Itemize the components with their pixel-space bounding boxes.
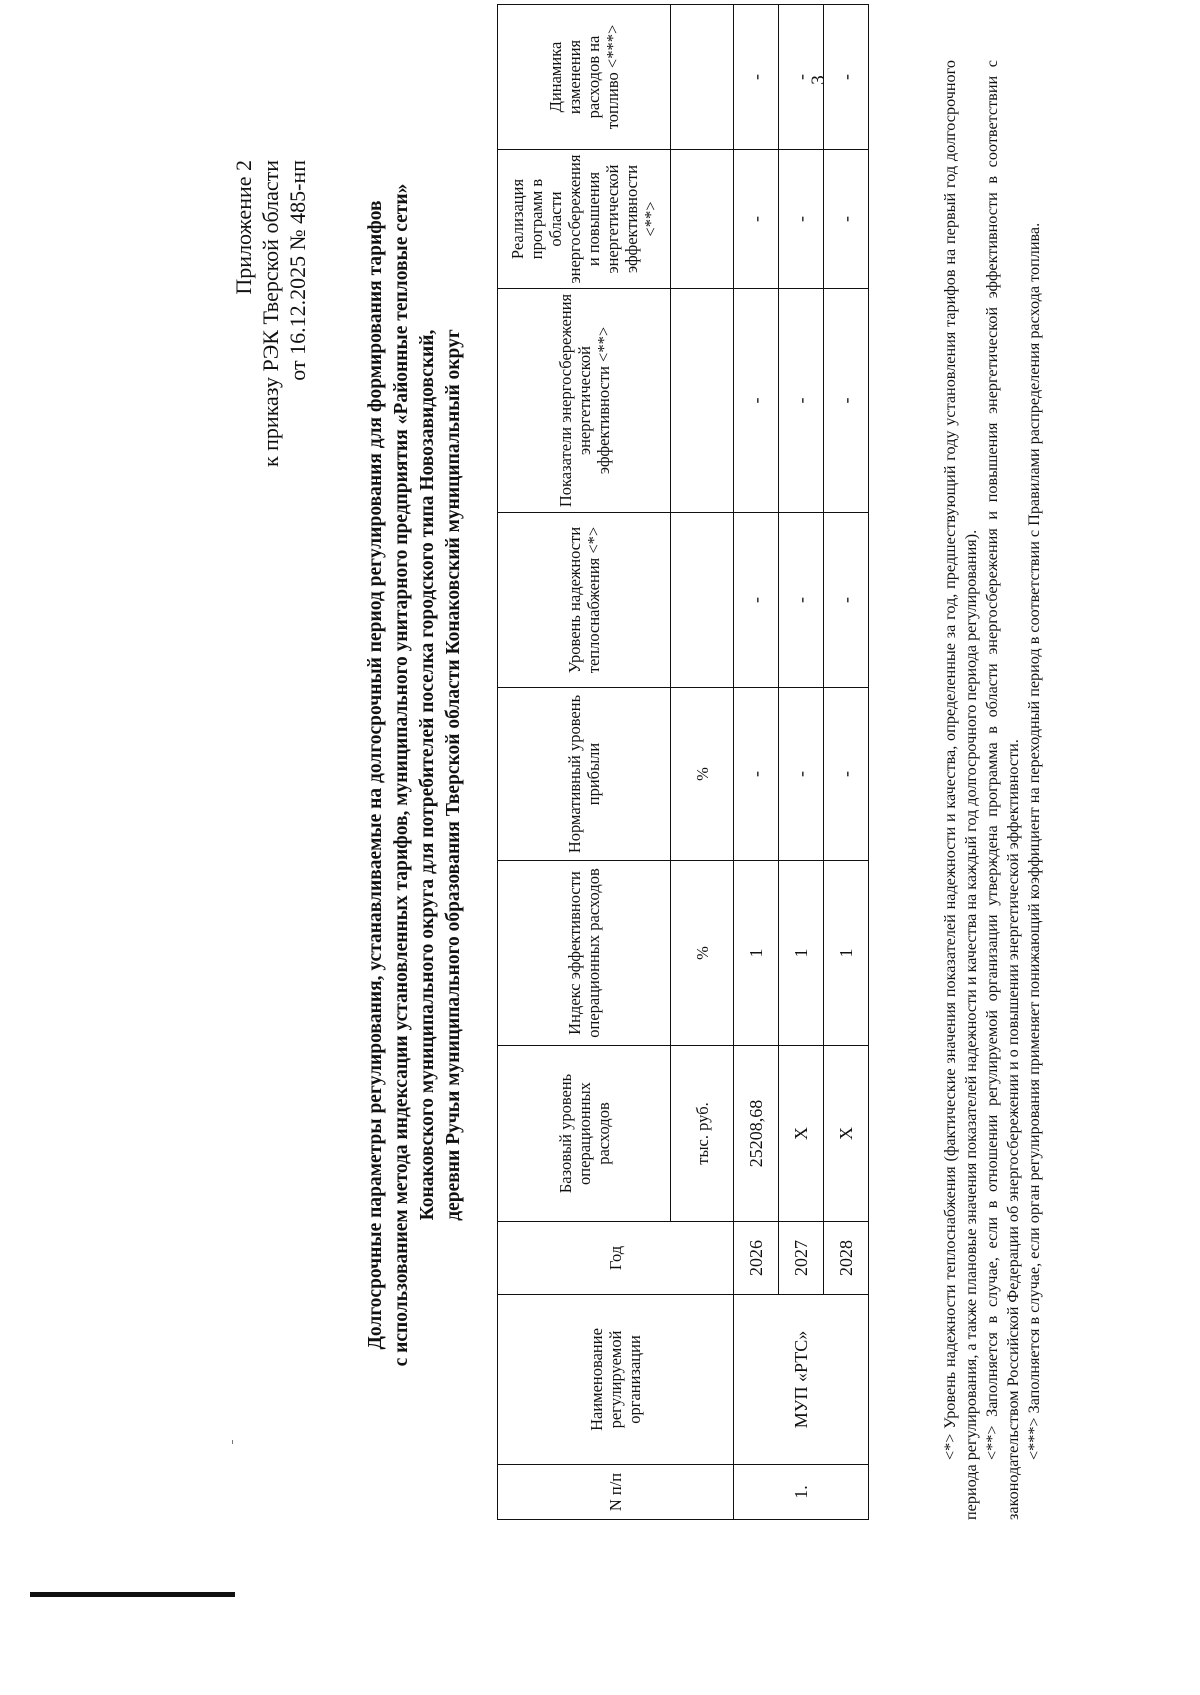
header-energy-indicators: Показатели энергосбережения энергетической эффективности <**> — [498, 289, 671, 513]
appendix-line-2: к приказу РЭК Тверской области — [258, 160, 283, 468]
row-number: 1. — [734, 1465, 869, 1520]
unit-programs — [671, 150, 734, 289]
footnote-reliability: <*> Уровень надежности теплоснабжения (фактические значения показателей надежности и качества, определенные за год, предшествующий году установления тарифов на первый год долгосрочного периода регулирования, а также плановые значения показателей надежности и качества на каждый год долгосрочного периода регулирования). — [941, 60, 980, 1520]
scan-edge-line — [30, 1592, 235, 1597]
title-line-3: Конаковского муниципального округа для потребителей поселка городского типа Новозавидовский, — [417, 329, 438, 1221]
cell-profit-level: - — [734, 688, 779, 861]
appendix-reference — [230, 160, 311, 680]
appendix-line-1: Приложение 2 — [231, 160, 256, 295]
cell-year: 2027 — [779, 1222, 824, 1295]
table-row — [824, 5, 869, 1520]
unit-reliability — [671, 513, 734, 688]
unit-base-level: тыс. руб. — [671, 1046, 734, 1222]
header-reliability: Уровень надежности теплоснабжения <*> — [498, 513, 671, 688]
unit-energy-indicators — [671, 289, 734, 513]
cell-energy-indicators: - — [824, 289, 869, 513]
cell-base-level: X — [824, 1046, 869, 1222]
cell-reliability: - — [734, 513, 779, 688]
cell-base-level: 25208,68 — [734, 1046, 779, 1222]
cell-reliability: - — [779, 513, 824, 688]
cell-efficiency-index: 1 — [779, 861, 824, 1046]
organization-name: МУП «РТС» — [734, 1295, 869, 1465]
cell-fuel-dynamics: - — [779, 5, 824, 150]
document-title — [363, 120, 467, 1430]
cell-energy-indicators: - — [734, 289, 779, 513]
table-row — [779, 5, 824, 1520]
table-row — [734, 5, 779, 1520]
header-fuel-dynamics: Динамика изменения расходов на топливо <***> — [498, 5, 671, 150]
unit-efficiency-index: % — [671, 861, 734, 1046]
footnote-energy-program: <**> Заполняется в случае, если в отношении регулируемой организации утверждена программа в области энергосбережения и повышения энергетической эффективности в соответствии с законодательством Российской Федерации об энергосбережении и о повышении энергетической эффективности. — [983, 60, 1022, 1520]
cell-programs: - — [734, 150, 779, 289]
cell-year: 2026 — [734, 1222, 779, 1295]
header-org: Наименование регулируемой организации — [498, 1295, 734, 1465]
page-number: 3 — [808, 75, 829, 85]
cell-programs: - — [824, 150, 869, 289]
parameters-table — [497, 4, 869, 1520]
cell-energy-indicators: - — [779, 289, 824, 513]
title-line-4: деревни Ручьи муниципального образования Тверской области Конаковский муниципальный округ — [443, 329, 464, 1221]
table-header-row — [498, 5, 671, 1520]
title-line-2: с использованием метода индексации установленных тарифов, муниципального унитарного предприятия «Районные тепловые сети» — [391, 183, 412, 1367]
appendix-line-3: от 16.12.2025 № 485-нп — [285, 160, 310, 381]
title-line-1: Долгосрочные параметры регулирования, устанавливаемые на долгосрочный период регулирования для формирования тарифов — [365, 200, 386, 1350]
footnotes — [940, 60, 1045, 1520]
header-year: Год — [498, 1222, 734, 1295]
header-num: N п/п — [498, 1465, 734, 1520]
cell-fuel-dynamics: - — [824, 5, 869, 150]
cell-efficiency-index: 1 — [824, 861, 869, 1046]
cell-reliability: - — [824, 513, 869, 688]
unit-fuel-dynamics — [671, 5, 734, 150]
cell-fuel-dynamics: - — [734, 5, 779, 150]
scan-speck — [232, 1440, 233, 1444]
header-programs: Реализация программ в области энергосбережения и повышения энергетической эффективности <**> — [498, 150, 671, 289]
unit-profit-level: % — [671, 688, 734, 861]
header-profit-level: Нормативный уровень прибыли — [498, 688, 671, 861]
header-efficiency-index: Индекс эффективности операционных расходов — [498, 861, 671, 1046]
cell-year: 2028 — [824, 1222, 869, 1295]
cell-programs: - — [779, 150, 824, 289]
cell-base-level: X — [779, 1046, 824, 1222]
rotated-document-page — [80, 24, 1080, 1560]
cell-profit-level: - — [824, 688, 869, 861]
footnote-fuel: <***> Заполняется в случае, если орган регулирования применяет понижающий коэффициент на переходный период в соответствии с Правилами распределения расхода топлива. — [1025, 222, 1043, 1460]
cell-efficiency-index: 1 — [734, 861, 779, 1046]
cell-profit-level: - — [779, 688, 824, 861]
header-base-level: Базовый уровень операционных расходов — [498, 1046, 671, 1222]
